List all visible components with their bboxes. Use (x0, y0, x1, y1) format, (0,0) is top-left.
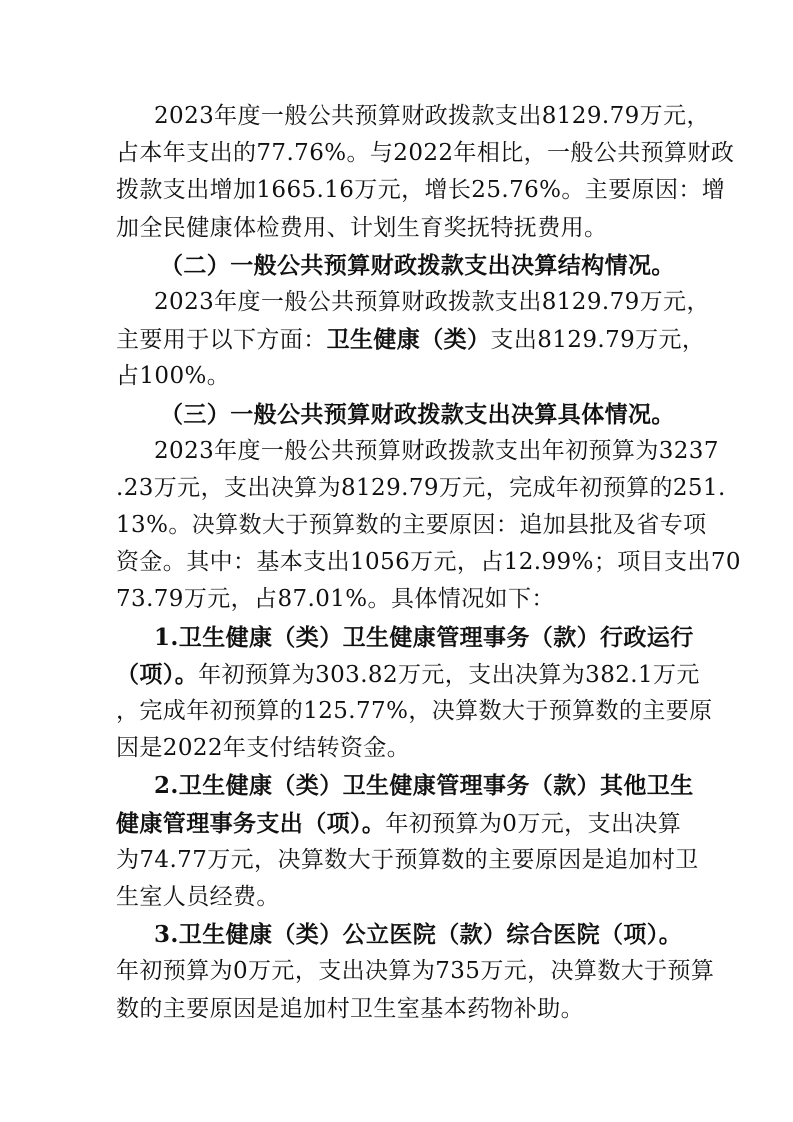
item-heading-tail: 健康管理事务支出（项）。 (116, 809, 386, 837)
item-heading-tail: （项）。 (116, 660, 199, 688)
text-line: 占100%。 (116, 363, 231, 390)
text-line: 2023年度一般公共预算财政拨款支出8129.79万元， (154, 288, 710, 315)
list-item-general-hospital (116, 916, 715, 1028)
item-heading: 2.卫生健康（类）卫生健康管理事务（款）其他卫生 (154, 772, 694, 800)
text-line: .23万元，支出决算为8129.79万元，完成年初预算的251. (116, 474, 726, 501)
text-line: 73.79万元，占87.01%。具体情况如下： (116, 586, 555, 613)
paragraph-details (116, 433, 741, 619)
text-line: 因是2022年支付结转资金。 (116, 735, 411, 762)
text-line (116, 805, 686, 842)
text-line: 为74.77万元，决算数大于预算数的主要原因是追加村卫 (116, 846, 699, 873)
section-heading-details: （三）一般公共预算财政拨款支出决算具体情况。 (160, 400, 675, 428)
item-heading: 1.卫生健康（类）卫生健康管理事务（款）行政运行 (154, 623, 694, 651)
list-item-other-health-affairs (116, 767, 699, 916)
text-segment: 支出8129.79万元， (490, 327, 706, 354)
text-segment: 主要用于以下方面： (116, 327, 327, 354)
list-item-administration (116, 619, 713, 768)
text-line: 13%。决算数大于预算数的主要原因：追加县批及省专项 (116, 512, 707, 539)
text-segment: 年初预算为303.82万元，支出决算为382.1万元 (198, 661, 700, 688)
text-line (116, 656, 700, 693)
category-label: 卫生健康（类） (326, 326, 491, 354)
text-line: 生室人员经费。 (116, 883, 280, 910)
paragraph-structure (116, 284, 710, 396)
text-line: 2023年度一般公共预算财政拨款支出8129.79万元， (154, 103, 710, 129)
paragraph-expenditure-summary (116, 98, 735, 247)
text-segment: 年初预算为0万元，支出决算 (385, 810, 682, 837)
text-line (116, 321, 706, 358)
text-line: 加全民健康体检费用、计划生育奖抚特抚费用。 (116, 214, 608, 241)
text-line: ，完成年初预算的125.77%，决算数大于预算数的主要原 (116, 698, 713, 724)
text-line: 拨款支出增加1665.16万元，增长25.76%。主要原因：增 (116, 177, 726, 204)
text-line: 2023年度一般公共预算财政拨款支出年初预算为3237 (154, 437, 719, 464)
text-line: 数的主要原因是追加村卫生室基本药物补助。 (116, 995, 584, 1022)
text-line: 占本年支出的77.76%。与2022年相比，一般公共预算财政 (116, 140, 735, 167)
document-body (116, 98, 741, 1028)
item-heading: 3.卫生健康（类）公立医院（款）综合医院（项）。 (154, 921, 683, 949)
text-line: 资金。其中：基本支出1056万元，占12.99%；项目支出70 (116, 549, 741, 576)
text-line: 年初预算为0万元，支出决算为735万元，决算数大于预算 (116, 958, 715, 985)
section-heading-structure: （二）一般公共预算财政拨款支出决算结构情况。 (160, 251, 675, 279)
